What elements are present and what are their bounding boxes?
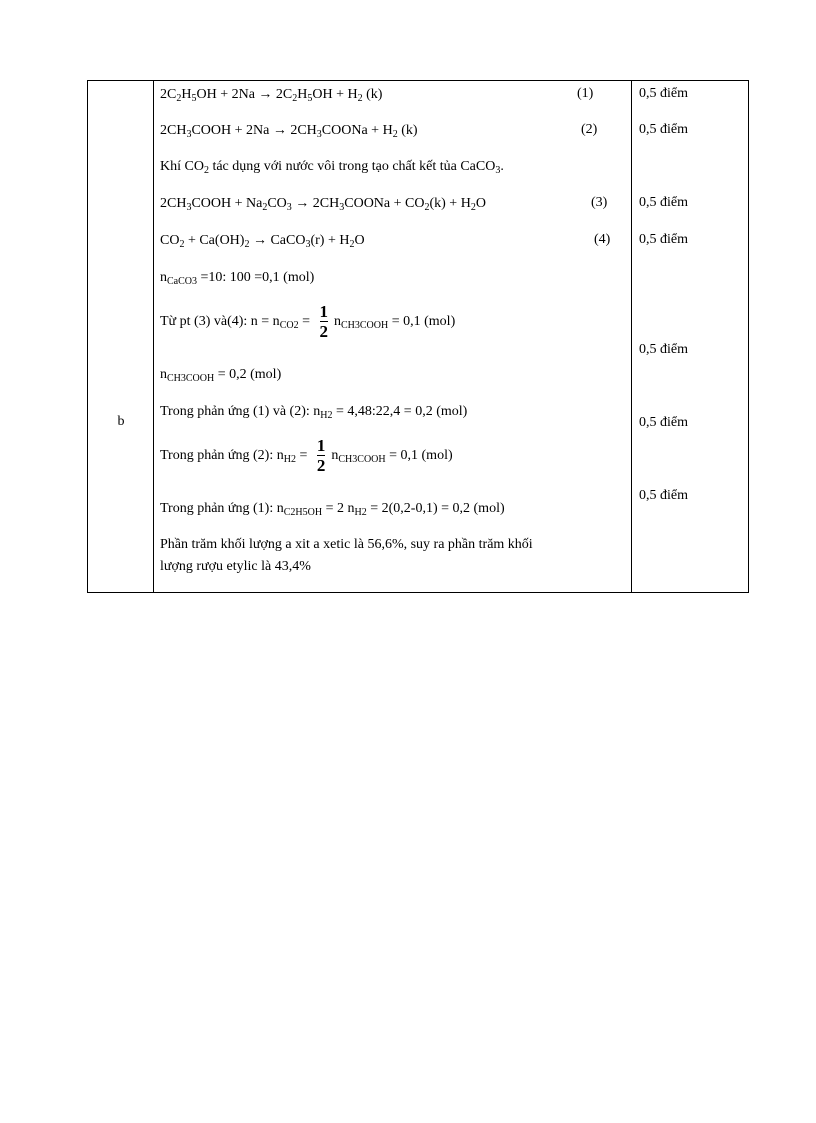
from-pt-line: Từ pt (3) và(4): $n = n_{CO2}$ = $\frac{1}{2}$ $n_{CH3COOH} = 0,1$ (mol): [160, 302, 456, 342]
reaction-2-line: Trong phản ứng (2): $n_{H2}$ = $\frac{1}{2}$ $n_{CH3COOH} = 0,1$ (mol): [160, 436, 453, 476]
equation-2: $2CH_3COOH + 2Na$ → $2CH_3COONa + H_2$ (k): [160, 123, 418, 140]
conclusion-line-1: Phần trăm khối lượng a xit a xetic là 56,6%, suy ra phần trăm khối: [160, 537, 533, 552]
reaction-1-line: Trong phản ứng (1): $n_{C2H5OH} = 2$ $n_{H2} = 2(0,2-0,1) = 0,2$ (mol): [160, 501, 505, 518]
score-2: 0,5 điểm: [639, 122, 688, 137]
score-4: 0,5 điểm: [639, 232, 688, 247]
conclusion-line-2: lượng rượu etylic là 43,4%: [160, 559, 311, 574]
fraction-half: $\frac{1}{2}$: [319, 302, 328, 342]
score-7: 0,5 điểm: [639, 488, 688, 503]
fraction-half-2: $\frac{1}{2}$: [316, 436, 326, 476]
score-6: 0,5 điểm: [639, 415, 688, 430]
equation-1: $2C_2H_5OH + 2Na \to 2C_2H_5OH + H_2$ (k): [160, 87, 383, 104]
n-caco3-line: $n_{CaCO3} =10$: 100 =0,1 (mol): [160, 270, 315, 287]
part-column: [88, 81, 154, 592]
n-ch3cooh-line: $n_{CH3COOH} = 0,2$ (mol): [160, 367, 282, 384]
column-divider: [631, 81, 632, 592]
part-label: b: [117, 414, 125, 429]
equation-2-number: (2): [581, 122, 598, 137]
equation-3-number: (3): [591, 195, 608, 210]
gas-note: Khí $CO_2$ tác dụng với nước vôi trong tạo chất kết tủa CaCO$_3$.: [160, 159, 504, 176]
equation-1-number: (1): [577, 86, 594, 101]
equation-4: $CO_2 + Ca(OH)_2$ → CaCO$_3$(r) + $H_2O$: [160, 233, 365, 250]
score-3: 0,5 điểm: [639, 195, 688, 210]
equation-4-number: (4): [594, 232, 611, 247]
score-1: 0,5 điểm: [639, 86, 688, 101]
answer-table: [87, 80, 749, 593]
equation-3: $2CH_3COOH + Na_2CO_3$ → $2CH_3COONa + CO_2(k) + H_2O$: [160, 196, 486, 213]
score-5: 0,5 điểm: [639, 342, 688, 357]
reaction-12-line: Trong phản ứng (1) và (2): $n_{H2}$ = 4,48:22,4 = 0,2 (mol): [160, 404, 468, 421]
